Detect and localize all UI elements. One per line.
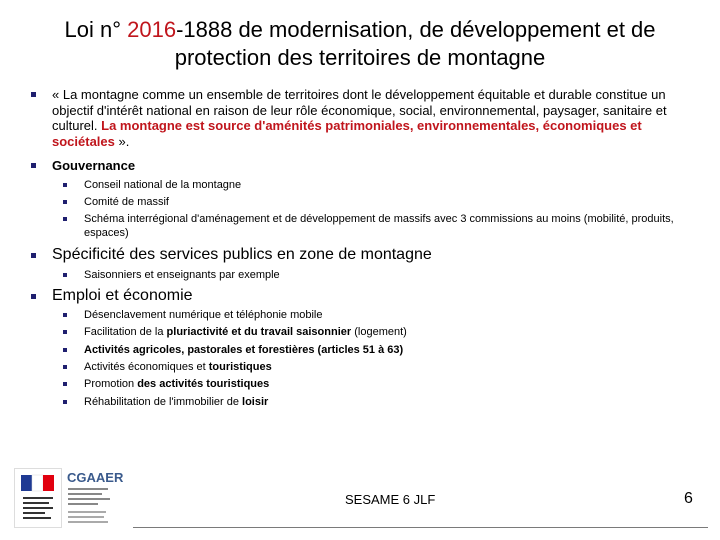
page-number: 6 <box>684 490 693 507</box>
emploi-item-text: Promotion <box>84 378 138 390</box>
sub-bullet-icon <box>63 400 67 404</box>
footer-divider <box>133 527 708 528</box>
cgaaer-logo <box>66 468 124 526</box>
emploi-item: Désenclavement numérique et téléphonie mobile <box>84 309 323 321</box>
sub-bullet-icon <box>63 330 67 334</box>
quote-paragraph <box>52 87 700 149</box>
quote-start: « La montagne comme un ensemble de territoires dont le développement équitable et durable constitue un objectif d'intérêt national en raison de leur rôle économique, social, environnemental, paysager, sanitaire et culturel. <box>52 87 667 133</box>
ministry-logo <box>14 468 62 528</box>
emploi-item <box>84 377 694 391</box>
gouvernance-item: Comité de massif <box>84 196 169 208</box>
title-suffix: -1888 de modernisation, de développement et de protection des territoires de montagne <box>174 17 656 70</box>
emploi-item-text: Activités économiques et <box>84 361 209 373</box>
sub-bullet-icon <box>63 365 67 369</box>
bullet-icon <box>31 294 36 299</box>
emploi-item-emphasis: des activités touristiques <box>137 378 270 390</box>
emploi-item-emphasis: touristiques <box>208 361 272 373</box>
bullet-icon <box>31 92 36 97</box>
emploi-item <box>84 325 694 339</box>
gouvernance-item: Conseil national de la montagne <box>84 179 242 191</box>
emploi-item-emphasis: pluriactivité et du travail saisonnier <box>166 326 352 338</box>
emploi-item-text: (logement) <box>351 326 407 338</box>
sub-bullet-icon <box>63 348 67 352</box>
cgaaer-logo-graphic <box>66 468 124 526</box>
emploi-item-highlight: Activités agricoles, pastorales et forestières (articles 51 à 63) <box>84 344 404 356</box>
footer-label: SESAME 6 JLF <box>345 492 436 507</box>
quote-end: ». <box>114 133 130 149</box>
services-heading: Spécificité des services publics en zone de montagne <box>52 246 432 263</box>
gouvernance-item: Schéma interrégional d'aménagement et de développement de massifs avec 3 commissions au moins (mobilité, produits, espaces) <box>84 213 674 239</box>
sub-bullet-icon <box>63 217 67 221</box>
gouvernance-heading: Gouvernance <box>52 158 136 173</box>
emploi-item <box>84 360 694 374</box>
sub-bullet-icon <box>63 382 67 386</box>
emploi-item <box>84 395 694 409</box>
title-prefix: Loi n° <box>64 17 128 42</box>
sub-bullet-icon <box>63 183 67 187</box>
emploi-item-text: Réhabilitation de l'immobilier de <box>84 396 243 408</box>
title-year: 2016 <box>127 17 177 42</box>
emploi-heading: Emploi et économie <box>52 287 193 304</box>
bullet-icon <box>31 163 36 168</box>
sub-bullet-icon <box>63 273 67 277</box>
svg-text:CGAAER: CGAAER <box>67 470 124 485</box>
services-item: Saisonniers et enseignants par exemple <box>84 269 280 281</box>
emploi-item-emphasis: loisir <box>242 396 269 408</box>
emploi-item-text: Facilitation de la <box>84 326 167 338</box>
sub-bullet-icon <box>63 313 67 317</box>
sub-bullet-icon <box>63 200 67 204</box>
quote-emphasis: La montagne est source d'aménités patrimoniales, environnementales, économiques et sociétales <box>52 118 642 149</box>
slide-title <box>20 16 700 72</box>
marianne-logo-graphic <box>15 469 61 527</box>
bullet-icon <box>31 253 36 258</box>
